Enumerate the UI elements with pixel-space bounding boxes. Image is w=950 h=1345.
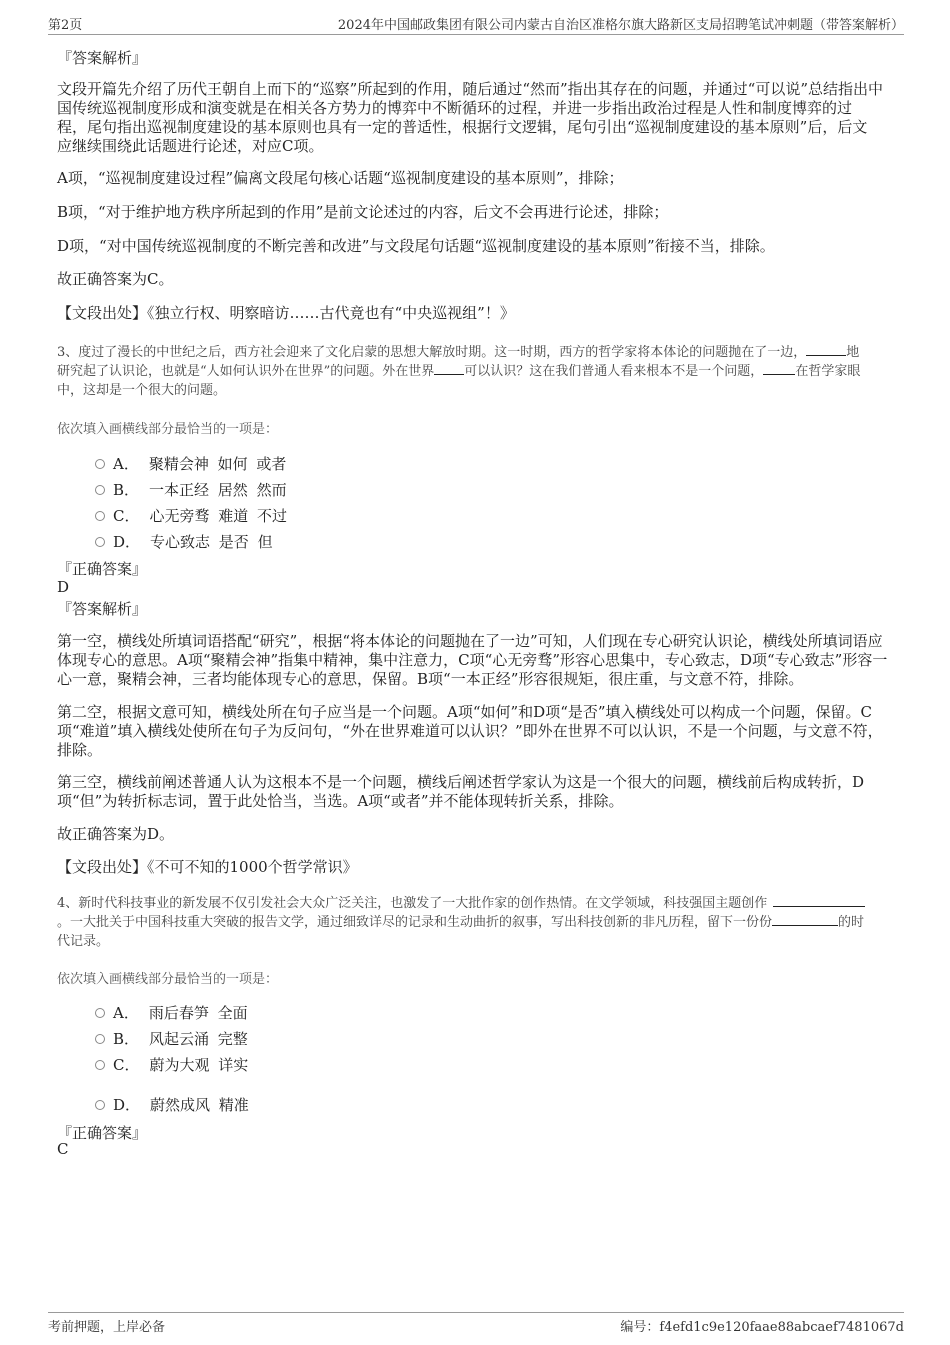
q2-analysis-label: 『答案解析』 [57,49,148,67]
text-line: 研究起了认识论，也就是“人如何认识外在世界”的问题。外在世界 可以认识？这在我们普通人看来根本不是一个问题， 在哲学家眼 [57,364,861,379]
q2-option-b-analysis: B项，“对于维护地方秩序所起到的作用”是前文论述过的内容，后文不会再进行论述，排除； [57,203,669,221]
text-line: 项“难道”填入横线处使所在句子为反问句，“外在世界难道可以认识？”即外在世界不可以认识，不是一个问题，与文意不符， [57,722,883,740]
question-4-option-b[interactable]: B． 风起云涌 完整 [95,1028,904,1049]
text-line: 。一大批关于中国科技重大突破的报告文学，通过细致详尽的记录和生动曲折的叙事，写出科技创新的非凡历程，留下一份份 的时 [57,915,865,930]
text-line: 应继续围绕此话题进行论述，对应C项。 [57,137,324,155]
page-header [48,14,904,35]
question-3-option-b[interactable]: B． 一本正经 居然 然而 [95,479,904,500]
question-3-conclusion: 故正确答案为D。 [57,825,175,843]
question-3-analysis-blank-2 [57,703,904,760]
question-4-answer: C [57,1140,69,1158]
question-4-answer-label: 『正确答案』 [57,1124,148,1142]
text-line: 3、度过了漫长的中世纪之后，西方社会迎来了文化启蒙的思想大解放时期。这一时期，西方的哲学家将本体论的问题抛在了一边， 地 [57,345,860,360]
radio-button[interactable] [95,1060,105,1070]
q2-analysis-paragraph [57,80,904,156]
question-3-analysis-blank-3 [57,773,904,811]
text-line: 排除。 [57,741,103,759]
radio-button[interactable] [95,537,105,547]
text-line: 项“但”为转折标志词，置于此处恰当，当选。A项“或者”并不能体现转折关系，排除。 [57,792,624,810]
text-line: 国传统巡视制度形成和演变就是在相关各方势力的博弈中不断循环的过程，并进一步指出政治过程是人性和制度博弈的过 [57,99,853,117]
page-footer [48,1312,904,1335]
question-4-option-c[interactable]: C． 蔚为大观 详实 [95,1054,904,1075]
radio-button[interactable] [95,1100,105,1110]
text-line: 文段开篇先介绍了历代王朝自上而下的“巡察”所起到的作用，随后通过“然而”指出其存在的问题，并通过“可以说”总结指出中 [57,80,884,98]
question-4-option-d[interactable]: D． 蔚然成风 精准 [95,1094,904,1115]
question-3-analysis-blank-1 [57,632,904,689]
question-3-option-d[interactable]: D． 专心致志 是否 但 [95,531,904,552]
question-3-option-c[interactable]: C． 心无旁骛 难道 不过 [95,505,904,526]
question-3-analysis-label: 『答案解析』 [57,600,148,618]
radio-button[interactable] [95,1034,105,1044]
radio-button[interactable] [95,485,105,495]
text-line: 代记录。 [57,934,110,949]
fill-blank-1 [806,343,846,356]
question-3-stem [57,343,904,400]
fill-blank-1 [773,894,865,907]
document-title: 2024年中国邮政集团有限公司内蒙古自治区准格尔旗大路新区支局招聘笔试冲刺题（带答案解析） [337,18,904,33]
text-line: 程，尾句指出巡视制度建设的基本原则也具有一定的普适性，根据行文逻辑，尾句引出“巡视制度建设的基本原则”后，后文 [57,118,868,136]
radio-button[interactable] [95,511,105,521]
fill-blank-3 [763,362,795,375]
question-3-answer-label: 『正确答案』 [57,560,148,578]
text-line: 中，这却是一个很大的问题。 [57,383,227,398]
question-4-option-a[interactable]: A． 雨后春笋 全面 [95,1002,904,1023]
q2-conclusion: 故正确答案为C。 [57,270,174,288]
page-number: 第2页 [48,18,83,33]
document-id: 编号：f4efd1c9e120faae88abcaef7481067d [620,1320,904,1335]
q2-option-d-analysis: D项，“对中国传统巡视制度的不断完善和改进”与文段尾句话题“巡视制度建设的基本原则”衔接不当，排除。 [57,237,775,255]
text-line: 第一空，横线处所填词语搭配“研究”，根据“将本体论的问题抛在了一边”可知，人们现在专心研究认识论，横线处所填词语应 [57,632,883,650]
text-line: 体现专心的意思。A项“聚精会神”指集中精神，集中注意力，C项“心无旁骛”形容心思集中，专心致志，D项“专心致志”形容一 [57,651,888,669]
question-4-stem [57,894,904,951]
footer-slogan: 考前押题，上岸必备 [48,1320,166,1335]
question-4-instruction: 依次填入画横线部分最恰当的一项是： [57,972,279,987]
q2-option-a-analysis: A项，“巡视制度建设过程”偏离文段尾句核心话题“巡视制度建设的基本原则”，排除； [57,169,624,187]
text-line: 第二空，根据文意可知，横线处所在句子应当是一个问题。A项“如何”和D项“是否”填入横线处可以构成一个问题，保留。C [57,703,873,721]
q2-source: 【文段出处】《独立行权、明察暗访……古代竟也有“中央巡视组”！》 [57,304,515,322]
text-line: 4、新时代科技事业的新发展不仅引发社会大众广泛关注，也激发了一大批作家的创作热情。在文学领域，科技强国主题创作 [57,894,904,913]
radio-button[interactable] [95,1008,105,1018]
fill-blank-2 [434,362,464,375]
fill-blank-2 [772,913,838,926]
question-3-answer: D [57,578,70,596]
text-line: 第三空，横线前阐述普通人认为这根本不是一个问题，横线后阐述哲学家认为这是一个很大的问题，横线前后构成转折，D [57,773,865,791]
question-3-source: 【文段出处】《不可不知的1000个哲学常识》 [57,858,358,876]
radio-button[interactable] [95,459,105,469]
text-line: 心一意，聚精会神，三者均能体现专心的意思，保留。B项“一本正经”形容很规矩，很庄重，与文意不符，排除。 [57,670,804,688]
question-3-instruction: 依次填入画横线部分最恰当的一项是： [57,422,279,437]
question-3-option-a[interactable]: A． 聚精会神 如何 或者 [95,453,904,474]
